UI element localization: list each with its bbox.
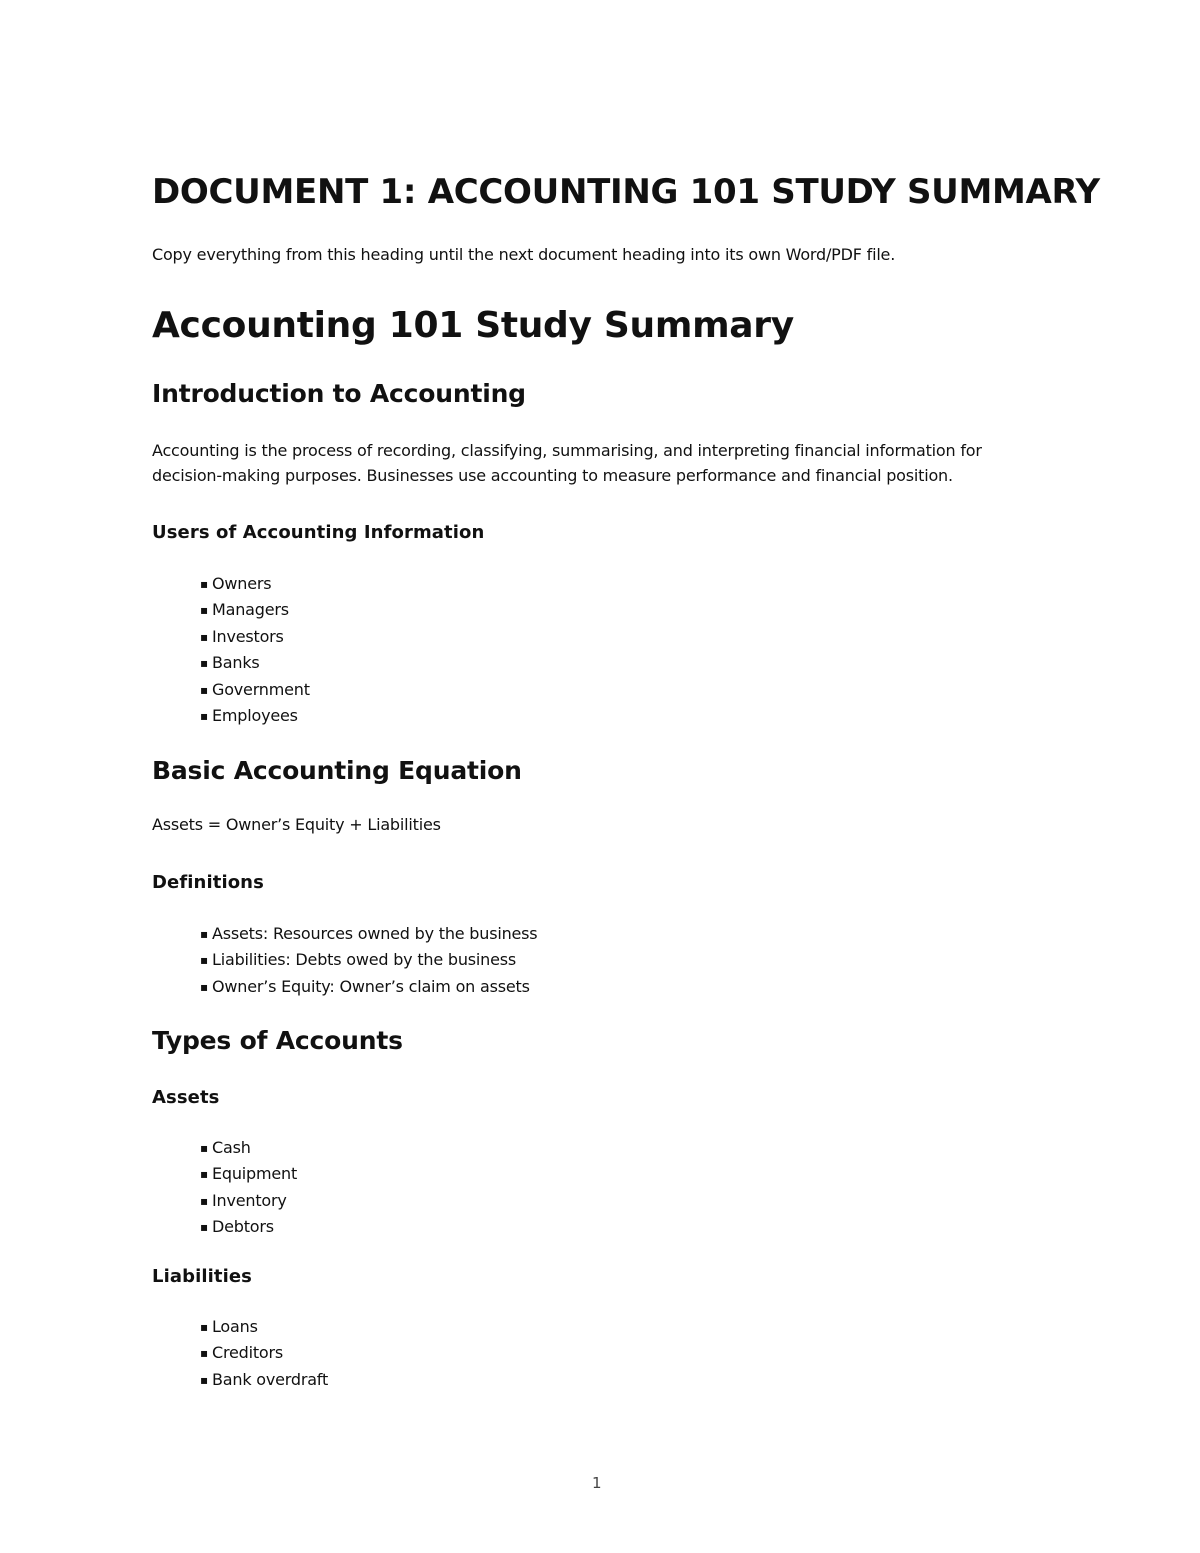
- section-heading-equation: Basic Accounting Equation: [152, 756, 522, 785]
- subheading-users: Users of Accounting Information: [152, 522, 485, 543]
- list-item: ▪ Government: [200, 677, 310, 703]
- bullet-icon: ▪: [200, 953, 208, 968]
- document-heading: DOCUMENT 1: ACCOUNTING 101 STUDY SUMMARY: [152, 172, 1100, 212]
- bullet-icon: ▪: [200, 708, 208, 723]
- list-item: ▪ Equipment: [200, 1161, 297, 1187]
- bullet-icon: ▪: [200, 629, 208, 644]
- bullet-icon: ▪: [200, 577, 208, 591]
- subheading-definitions: Definitions: [152, 872, 264, 893]
- bullet-icon: ▪: [200, 603, 208, 618]
- bullet-icon: ▪: [200, 682, 208, 697]
- bullet-icon: ▪: [200, 979, 208, 994]
- list-item: ▪ Owners: [200, 571, 310, 597]
- subheading-assets: Assets: [152, 1087, 220, 1108]
- bullet-icon: ▪: [200, 1141, 208, 1155]
- bullet-icon: ▪: [200, 1167, 208, 1182]
- page-title: Accounting 101 Study Summary: [152, 305, 794, 346]
- instruction-text: Copy everything from this heading until the next document heading into its own Word/PDF file.: [152, 245, 896, 264]
- list-item: ▪ Managers: [200, 597, 310, 623]
- list-item: ▪ Liabilities: Debts owed by the business: [200, 947, 537, 973]
- bullet-icon: ▪: [200, 1193, 208, 1208]
- bullet-icon: ▪: [200, 656, 208, 671]
- subheading-liabilities: Liabilities: [152, 1266, 252, 1287]
- bullet-icon: ▪: [200, 1320, 208, 1334]
- list-item: ▪ Creditors: [200, 1340, 328, 1366]
- liabilities-list: [200, 1314, 328, 1393]
- introduction-paragraph-line: decision-making purposes. Businesses use accounting to measure performance and financial position.: [152, 466, 953, 485]
- list-item: ▪ Assets: Resources owned by the business: [200, 921, 537, 947]
- section-heading-types-of-accounts: Types of Accounts: [152, 1026, 403, 1055]
- list-item: ▪ Employees: [200, 703, 310, 729]
- list-item: ▪ Banks: [200, 650, 310, 676]
- introduction-paragraph: [152, 438, 1052, 488]
- list-item: ▪ Inventory: [200, 1188, 297, 1214]
- list-item: ▪ Cash: [200, 1135, 297, 1161]
- introduction-paragraph-line: Accounting is the process of recording, classifying, summarising, and interpreting financial information for: [152, 441, 982, 460]
- bullet-icon: ▪: [200, 927, 208, 941]
- page-number: 1: [592, 1474, 602, 1492]
- list-item: ▪ Investors: [200, 624, 310, 650]
- equation-text: Assets = Owner’s Equity + Liabilities: [152, 815, 441, 834]
- bullet-icon: ▪: [200, 1372, 208, 1387]
- bullet-icon: ▪: [200, 1346, 208, 1361]
- list-item: ▪ Loans: [200, 1314, 328, 1340]
- section-heading-introduction: Introduction to Accounting: [152, 379, 526, 408]
- definitions-list: [200, 921, 537, 1000]
- list-item: ▪ Owner’s Equity: Owner’s claim on assets: [200, 974, 537, 1000]
- users-list: [200, 571, 310, 729]
- assets-list: [200, 1135, 297, 1241]
- list-item: ▪ Bank overdraft: [200, 1367, 328, 1393]
- bullet-icon: ▪: [200, 1220, 208, 1235]
- list-item: ▪ Debtors: [200, 1214, 297, 1240]
